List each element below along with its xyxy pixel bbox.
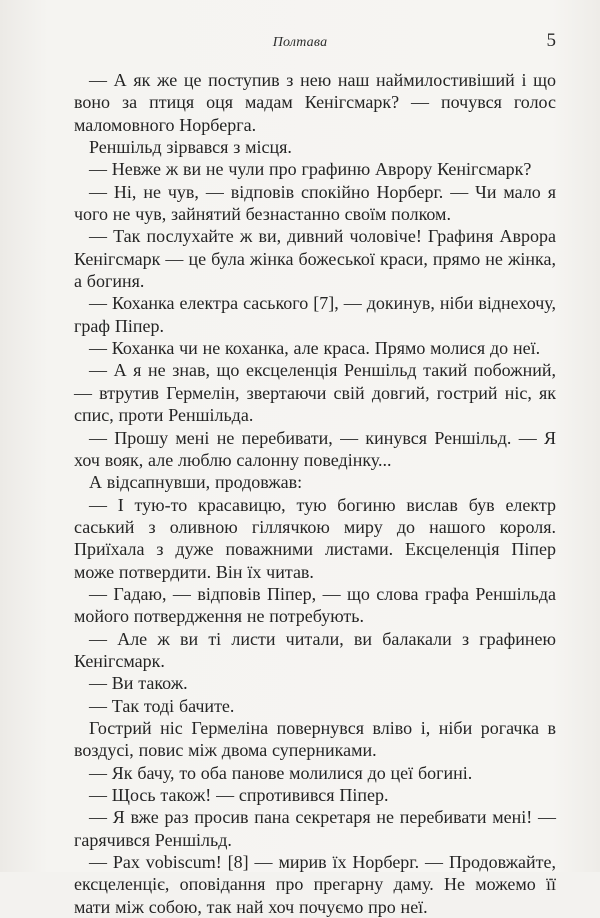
- paragraph: — Я вже раз просив пана секретаря не перебивати мені! — гарячився Реншільд.: [74, 807, 556, 850]
- paragraph: — Як бачу, то оба панове молилися до цеї богині.: [89, 762, 473, 783]
- paragraph: — Ні, не чув, — відповів спокійно Норберг. — Чи мало я чого не чув, зайнятий безнастанно своїм полком.: [74, 181, 556, 225]
- paragraph: А відсапнувши, продовжав:: [89, 472, 303, 493]
- paragraph: Гострий ніс Гермеліна повернувся вліво і, ніби рогачка в воздусі, повис між двома суперниками.: [74, 717, 556, 761]
- paragraph: — Щось також! — спротивився Піпер.: [89, 785, 389, 805]
- paragraph: — Коханка чи не коханка, але краса. Прямо молися до неї.: [89, 338, 541, 359]
- paragraph: — І тую-то красавицю, тую богиню вислав був електр саський з оливною гіллячкою миру до нашого короля. Приїхала з дуже поважними листами. Ексцеленція Піпер може потвердити. Він їх читав.: [74, 494, 556, 582]
- page-number: 5: [546, 30, 556, 51]
- paragraph: — Pax vobiscum! [8] — мирив їх Норберг. — Продовжайте, ексцеленціє, оповідання про прегарну даму. Не можемо її мати між собою, так най хоч почуємо про неї.: [74, 852, 556, 917]
- text-body: [74, 69, 556, 918]
- paragraph: — А як же це поступив з нею наш наймилостивіший і що воно за птиця оця мадам Кенігсмарк? — почувся голос маломовного Норберга.: [74, 70, 556, 135]
- paragraph: — Так тоді бачите.: [89, 695, 235, 716]
- paragraph: — Ви також.: [89, 673, 188, 694]
- paragraph: — Гадаю, — відповів Піпер, — що слова графа Реншільда мойого потвердження не потребують.: [74, 583, 556, 627]
- paragraph: — Невже ж ви не чули про графиню Аврору Кенігсмарк?: [89, 159, 532, 180]
- paragraph: Реншільд зірвався з місця.: [89, 137, 292, 158]
- page-header: [0, 30, 600, 54]
- paragraph: — Прошу мені не перебивати, — кинувся Реншільд. — Я хоч вояк, але люблю салонну поведінку...: [74, 427, 556, 470]
- paragraph: — Але ж ви ті листи читали, ви балакали з графинею Кенігсмарк.: [74, 628, 556, 671]
- running-title: Полтава: [272, 35, 328, 50]
- paragraph: — Так послухайте ж ви, дивний чоловіче! Графиня Аврора Кенігсмарк — це була жінка божеської краси, прямо не жінка, а богиня.: [74, 226, 556, 292]
- paragraph: — А я не знав, що ексцеленція Реншільд такий побожний, — втрутив Гермелін, звертаючи свій довгий, гострий ніс, як спис, проти Реншільда.: [74, 360, 556, 426]
- paragraph: — Коханка електра саського [7], — докинув, ніби віднехочу, граф Піпер.: [74, 293, 556, 336]
